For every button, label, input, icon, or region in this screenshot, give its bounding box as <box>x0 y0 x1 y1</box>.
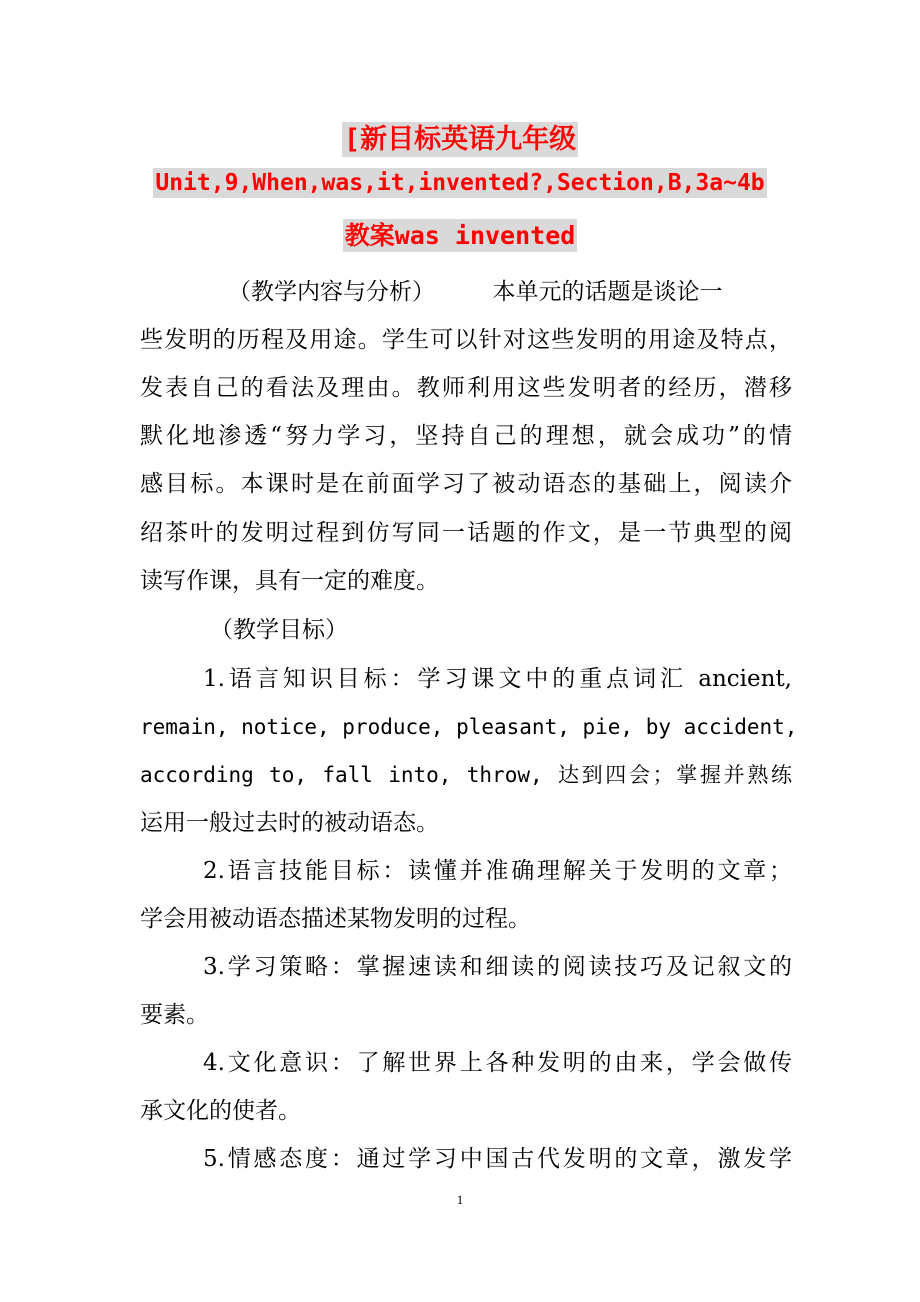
body-text-line: according to, fall into, throw, 达到四会；掌握并熟练 <box>140 763 792 787</box>
title-text: [新目标英语九年级 <box>343 124 577 155</box>
body-text-line: 读写作课，具有一定的难度。 <box>140 568 439 594</box>
body-text-line: 2.语言技能目标：读懂并准确理解关于发明的文章； <box>203 858 792 884</box>
body-text-line: 3.学习策略：掌握速读和细读的阅读技巧及记叙文的 <box>203 954 792 980</box>
title-text: 教案was invented <box>344 221 576 250</box>
page-number: 1 <box>456 1192 464 1207</box>
body-text-line: 5.情感态度：通过学习中国古代发明的文章，激发学 <box>203 1146 792 1172</box>
doc-title-line-2 <box>0 170 920 196</box>
doc-title-line-1 <box>0 117 920 156</box>
body-text-line: 承文化的使者。 <box>140 1098 301 1124</box>
body-text-line: 发表自己的看法及理由。教师利用这些发明者的经历，潜移 <box>140 375 792 401</box>
body-text-line: 默化地渗透“努力学习，坚持自己的理想，就会成功”的情 <box>140 423 792 449</box>
body-text-line: （教学内容与分析） 本单元的话题是谈论一 <box>228 279 723 305</box>
body-text-line: 学会用被动语态描述某物发明的过程。 <box>140 906 531 932</box>
doc-title-line-3 <box>0 216 920 252</box>
body-text-line: 感目标。本课时是在前面学习了被动语态的基础上，阅读介 <box>140 471 792 497</box>
body-text-line: 些发明的历程及用途。学生可以针对这些发明的用途及特点， <box>140 327 792 353</box>
body-text-line: 绍茶叶的发明过程到仿写同一话题的作文，是一节典型的阅 <box>140 520 792 546</box>
body-text-line: 4.文化意识：了解世界上各种发明的由来，学会做传 <box>203 1050 792 1076</box>
title-text: Unit,9,When,was,it,invented?,Section,B,3a~4b <box>155 170 765 196</box>
body-text-line: 要素。 <box>140 1002 209 1028</box>
body-text-line: remain, notice, produce, pleasant, pie, by accident, <box>140 715 798 739</box>
body-text-line: 运用一般过去时的被动语态。 <box>140 810 439 836</box>
body-text-line: 1.语言知识目标：学习课文中的重点词汇 ancient, <box>203 666 792 692</box>
body-text-line: （教学目标） <box>210 617 348 643</box>
